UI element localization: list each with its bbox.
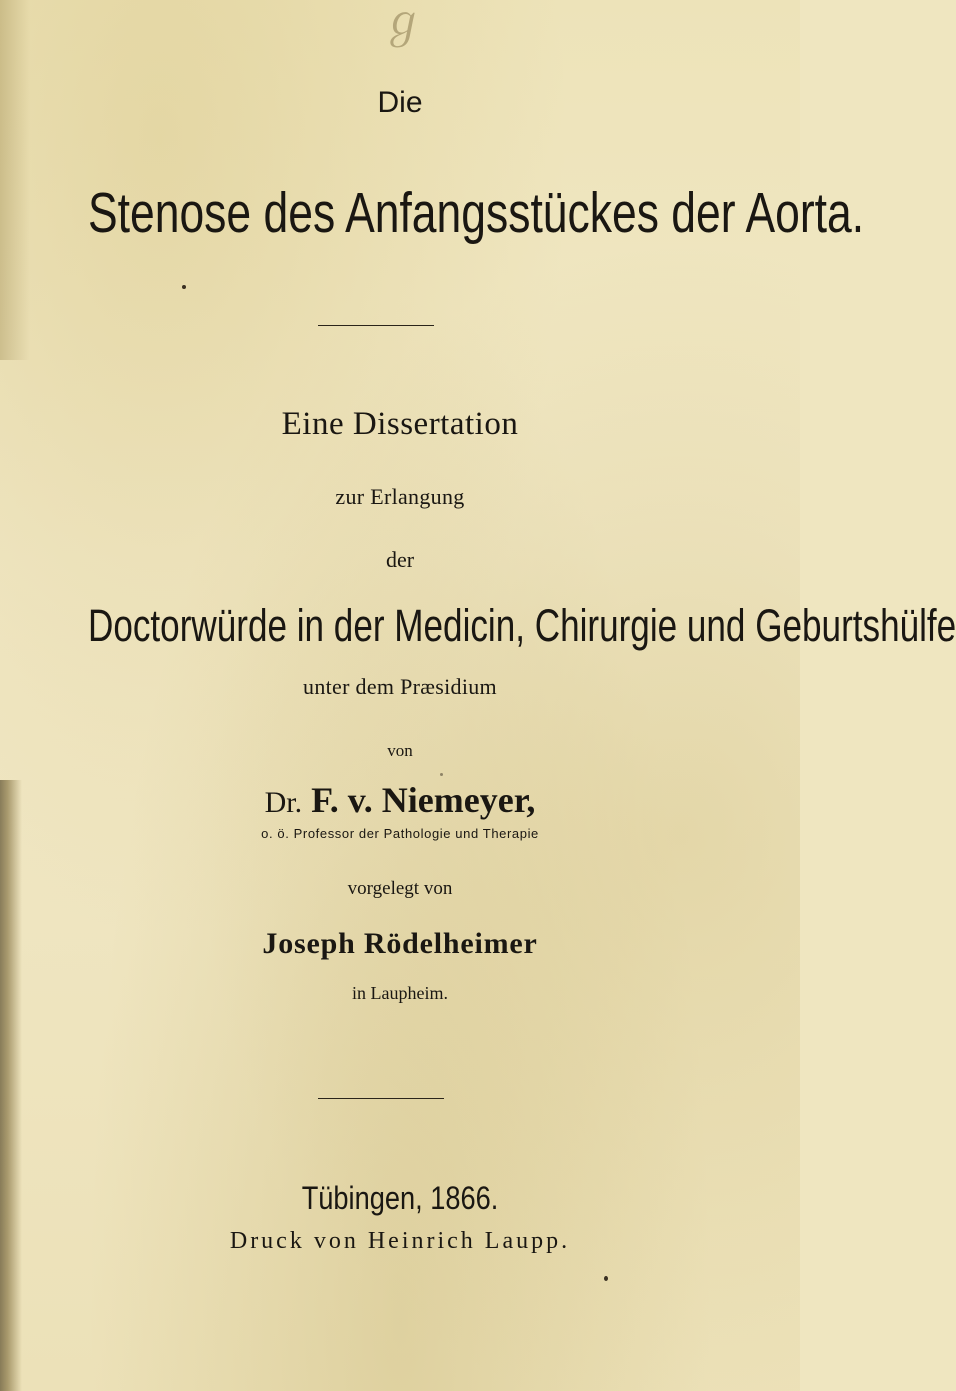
paper-speck [604,1276,608,1281]
supervisor-position: o. ö. Professor der Pathologie und Therapie [261,826,539,841]
paper-speck [440,773,443,776]
ink-mark: ℊ [381,0,425,46]
presented-by-line: vorgelegt von [347,878,453,899]
von-line: von [387,741,413,760]
author-location: in Laupheim. [352,983,448,1003]
article-der: der [385,547,415,572]
supervisor-prefix: Dr. [264,786,303,819]
page-spine-edge [0,780,22,1391]
title-article: Die [377,86,423,119]
supervisor-name: F. v. Niemeyer, [311,780,536,820]
supervisor-line [0,779,800,821]
place-year: Tübingen, 1866. [301,1180,499,1216]
page-edge-shadow [0,0,30,360]
paper-speck [182,285,186,289]
author-name: Joseph Rödelheimer [262,927,538,960]
purpose-line: zur Erlangung [335,484,465,509]
degree-line: Doctorwürde in der Medicin, Chirurgie und Geburtshülfe [88,600,956,651]
main-title: Stenose des Anfangsstückes der Aorta. [88,181,865,245]
dissertation-heading: Eine Dissertation [281,406,519,442]
printer-line: Druck von Heinrich Laupp. [229,1228,571,1254]
divider-top [318,325,434,326]
presidium-line: unter dem Præsidium [303,674,497,699]
divider-bottom [318,1098,444,1099]
